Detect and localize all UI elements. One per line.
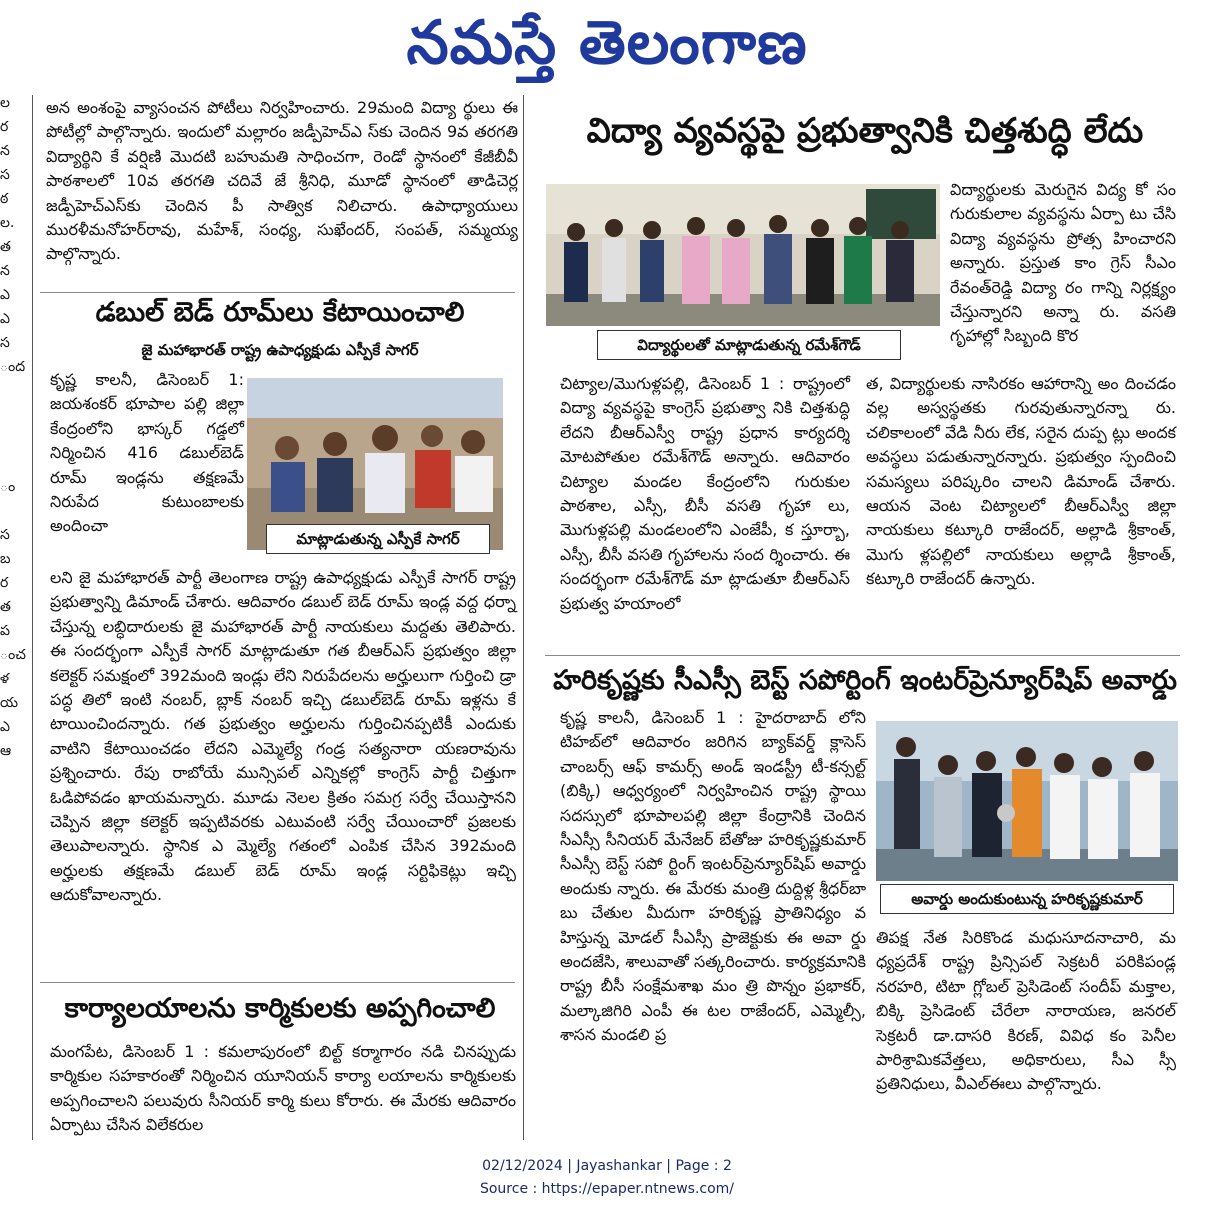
edge-fragment: ఠ [0,191,9,207]
edge-fragment: ళ [0,671,10,687]
article-headline: డబుల్ బెడ్ రూమ్‌లు కేటాయించాలి [95,297,465,328]
edge-column-fragments [0,95,26,1140]
article-body: కృష్ణ కాలనీ, డిసెంబర్ 1 : హైదరాబాద్ లోని టిహబ్‌లో ఆదివారం జరిగిన బ్యాక్‌వర్డ్ క్లాసెస్ చాంబర్స్ ఆఫ్ కామర్స్ అండ్ ఇండస్ట్రీ టీ-కన్సల్ట్ (బిక్కి) ఆధ్వర్యంలో నిర్వహించిన రాష్ట్ర స్థాయి సదస్సులో భూపాలపల్లి జిల్లా కేంద్రానికి చెందిన సీఎస్సీ సీనియర్ మేనేజర్ బేతోజు హరికృష్ణకుమార్ సీఎస్సీ బెస్ట్ సపో ర్టింగ్ ఇంటర్‌ప్రెన్యూర్‌షిప్ అవార్డు అందుకు న్నారు. ఈ మేరకు మంత్రి దుద్దిళ్ల శ్రీధర్‌బా బు చేతుల మీదుగా హరికృష్ణ ప్రాతినిధ్యం వ హిస్తున్న మోడల్ సీఎస్సీ ప్రాజెక్టుకు ఈ అవా ర్డు అందజేసి, శాలువాతో సత్కరించారు. కార్యక్రమానికి రాష్ట్ర బీసీ సంక్షేమశాఖ మం త్రి పొన్నం ప్రభాకర్, మల్కాజిగిరి ఎంపీ ఈ టల రాజేందర్, ఎమ్మెల్సీ, శాసన మండలి ప్ర [560,708,866,1045]
edge-fragment [0,455,12,479]
edge-fragment: త [0,239,11,255]
article-body: లని జై మహాభారత్ పార్టీ తెలంగాణ రాష్ట్ర ఉపాధ్యక్షుడు ఎస్పీకే సాగర్ రాష్ట్ర ప్రభుత్వాన్ని డిమాండ్ చేశారు. ఆదివారం డబుల్ బెడ్ రూమ్ ఇండ్ల వద్ద ధర్నా చేస్తున్న లబ్ధిదారులకు జై మహాభారత్ పార్టీ నాయకులు మద్దతు తెలిపారు. ఈ సందర్భంగా ఎస్పీకే సాగర్ మాట్లాడుతూ గత బీఆర్ఎస్ ప్రభుత్వం జిల్లా కలెక్టర్ సమక్షంలో 392మంది ఇండ్లు లేని నిరుపేదలను అర్హులుగా గుర్తించి డ్రా పద్ధ తిలో ఇంటి నంబర్, బ్లాక్ నంబర్ ఇచ్చి డబుల్‌బెడ్ రూమ్ ఇళ్లను కే టాయించిందన్నారు. గత ప్రభుత్వం అర్హులను గుర్తించినప్పటికీ ఎందుకు వాటిని కేటాయించడం లేదని ఎమ్మెల్యే గండ్ర సత్యనారా యణరావును ప్రశ్నించారు. రేపు రాబోయే మున్సిపల్ ఎన్నికల్లో కాంగ్రెస్ పార్టీ చిత్తుగా ఓడిపోవడం ఖాయమన్నారు. మూడు నెలల క్రితం సమగ్ర సర్వే చేయిస్తానని చెప్పిన జిల్లా కలెక్టర్ ఇప్పటివరకు ఎటువంటి సర్వే చేయించారో ప్రజలకు తెలుపాలన్నారు. స్థానిక ఎ మ్మెల్యే గతంలో ఎంపిక చేసిన 392మంది అర్హులకు తక్షణమే డబుల్ బెడ్ రూమ్ ఇండ్ల సర్టిఫికెట్లు ఇచ్చి ఆదుకోవాలన్నారు. [50,568,516,905]
masthead-title: నమస్తే తెలంగాణ [406,8,808,78]
students-photo [546,184,940,326]
article-headline: విద్యా వ్యవస్థపై ప్రభుత్వానికి చిత్తశుద్ధి లేదు [586,111,1144,151]
footer-dateline: 02/12/2024 | Jayashankar | Page : 2 [482,1158,732,1174]
edge-fragment: ంద [0,359,26,375]
edge-fragment: ఎ [0,311,10,327]
left-continuation-text: అన అంశంపై వ్యాసంచన పోటీలు నిర్వహించారు. 29మంది విద్యా ర్థులు ఈ పోటీల్లో పాల్గొన్నారు. ఇందులో మల్లారం జడ్పీహెచ్ఎ స్‌కు చెందిన 9వ తరగతి విద్యార్థిని కే వర్షిణి మొదటి బహుమతి సాధించగా, రెండో స్థానంలో కేజీబీవీ పాఠశాలలో 10వ తరగతి చదివే జే శ్రీనిధి, మూడో స్థానంలో తాడిచెర్ల జడ్పీహెచ్ఎస్‌కు చెందిన పీ సాత్విక నిలిచారు. ఉపాధ్యాయులు మురళీమనోహర్‌రావు, మహేశ్, సంధ్య, సుఖేందర్, సంపత్, సమ్మయ్య పాల్గొన్నారు. [46,98,518,264]
article-body: కృష్ణ కాలనీ, డిసెంబర్ 1: జయశంకర్ భూపాల పల్లి జిల్లా కేంద్రంలోని భాస్కర్ గడ్డలో నిర్మించిన 416 డబుల్‌బెడ్ రూమ్ ఇండ్లను తక్షణమే నిరుపేద కుటుంబాలకు అందించా [50,370,244,536]
edge-fragment: ఆ [0,743,12,759]
edge-fragment: స [0,167,10,183]
article-body: చిట్యాల/మొగుళ్లపల్లి, డిసెంబర్ 1 : రాష్ట్రంలో విద్యా వ్యవస్థపై కాంగ్రెస్ ప్రభుత్వా నికి చిత్తశుద్ధి లేదని బీఆర్ఎస్వీ రాష్ట్ర ప్రధాన కార్యదర్శి మోటపోతుల రమేశ్‌గౌడ్ అన్నారు. ఆదివారం చిట్యాల మండల కేంద్రంలోని గురుకుల పాఠశాల, ఎస్సీ, బీసీ వసతి గృహా లు, మొగుళ్లపల్లి మండలంలోని ఎంజేపీ, క స్తూర్బా, ఎస్సీ, బీసీ వసతి గృహాలను సంద ర్శించారు. ఈ సందర్భంగా రమేశ్‌గౌడ్ మా ట్లాడుతూ బీఆర్ఎస్ ప్రభుత్వ హయాంలో [560,374,850,613]
section-divider [40,982,515,983]
edge-fragment: త [0,599,11,615]
edge-fragment: ప [0,623,10,639]
article-headline: హరికృష్ణకు సీఎస్సీ బెస్ట్ సపోర్టింగ్ ఇంటర్‌ప్రెన్యూర్‌షిప్ అవార్డు [553,665,1177,696]
edge-fragment: ల [0,95,10,111]
article-body: విద్యార్థులకు మెరుగైన విద్య కో సం గురుకులాల వ్యవస్థను ఏర్పా టు చేసి విద్యా వ్యవస్థను ప్రోత్స హించారని అన్నారు. ప్రస్తుత కాం గ్రెస్ సీఎం రేవంత్‌రెడ్డి విద్యా రం గాన్ని నిర్లక్ష్యం చేస్తున్నారని అన్నా రు. వసతి గృహాల్లో సిబ్బంది కొర [950,180,1176,346]
column-rule [523,95,524,1140]
edge-fragment: న [0,143,10,159]
edge-fragment [0,503,12,527]
footer-source: Source : https://epaper.ntnews.com/ [479,1181,735,1197]
edge-fragment: స [0,527,10,543]
edge-fragment: న [0,263,10,279]
edge-fragment: య [0,695,19,711]
edge-fragment: ర [0,119,9,135]
article-body: మంగపేట, డిసెంబర్ 1 : కమలాపురంలో బిల్ట్ కర్మాగారం నడి చినప్పుడు కార్మికుల సహకారంతో నిర్మించిన యూనియన్ కార్యా లయాలను కార్మికులకు అప్పగించాలని పలువురు సీనియర్ కార్మి కులు కోరారు. ఈ మేరకు ఆదివారం ఏర్పాటు చేసిన విలేకరుల [50,1042,516,1135]
edge-fragment: ఎ [0,719,10,735]
edge-fragment [0,431,12,455]
article-body: తిపక్ష నేత సిరికొండ మధుసూదనాచారి, మ ధ్యప్రదేశ్ రాష్ట్ర ప్రిన్సిపల్ సెక్రటరీ పరికిపండ్ల నరహరి, టిటా గ్లోబల్ ప్రెసిడెంట్ సందీప్ మక్తాల, బిక్కి ప్రెసిడెంట్ చేరేలా నారాయణ, జనరల్ సెక్రటరీ డా.దాసరి కిరణ్, వివిధ కం పెనీల పారిశ్రామికవేత్తలు, అధికారులు, సీఎ స్సీ ప్రతినిధులు, వీఎల్‌ఈలు పాల్గొన్నారు. [876,928,1176,1094]
article-body: త, విద్యార్థులకు నాసిరకం ఆహారాన్ని అం దించడం వల్ల అస్వస్థతకు గురవుతున్నారన్నా రు. చలికాలంలో వేడి నీరు లేక, సరైన దుప్ప ట్లు అందక అవస్థలు పడుతున్నారన్నారు. ప్రభుత్వం స్పందించి సమస్యలు పరిష్కరిం చాలని డిమాండ్ చేశారు. ఆయన వెంట చిట్యాలలో బీఆర్ఎస్వీ జిల్లా నాయకులు కట్కూరి రాజేందర్, అల్లాడి శ్రీకాంత్, మొగు ళ్లపల్లిలో నాయకులు అల్లాడి శ్రీకాంత్, కట్కూరి రాజేందర్ ఉన్నారు. [866,374,1176,589]
photo-caption: మాట్లాడుతున్న ఎస్పీకే సాగర్ [266,524,490,554]
edge-fragment: బ [0,551,11,567]
edge-fragment [0,407,12,431]
photo-caption: అవార్డు అందుకుంటున్న హరికృష్ణకుమార్ [880,884,1174,914]
edge-fragment: ంచ [0,647,26,663]
edge-fragment: ర [0,575,9,591]
edge-fragment: స [0,335,10,351]
photo-caption: విద్యార్థులతో మాట్లాడుతున్న రమేశ్‌గౌడ్ [597,330,901,360]
edge-fragment: ల. [0,215,15,231]
column-rule [32,95,33,1140]
section-divider [545,655,1180,656]
award-photo [876,721,1178,881]
edge-fragment: ం [0,479,16,495]
edge-fragment [0,383,12,407]
edge-fragment: ఎ [0,287,10,303]
article-subheadline: జై మహాభారత్ రాష్ట్ర ఉపాధ్యక్షుడు ఎస్పీకే సాగర్ [141,341,419,359]
article-headline: కార్యాలయాలను కార్మికులకు అప్పగించాలి [64,993,496,1024]
